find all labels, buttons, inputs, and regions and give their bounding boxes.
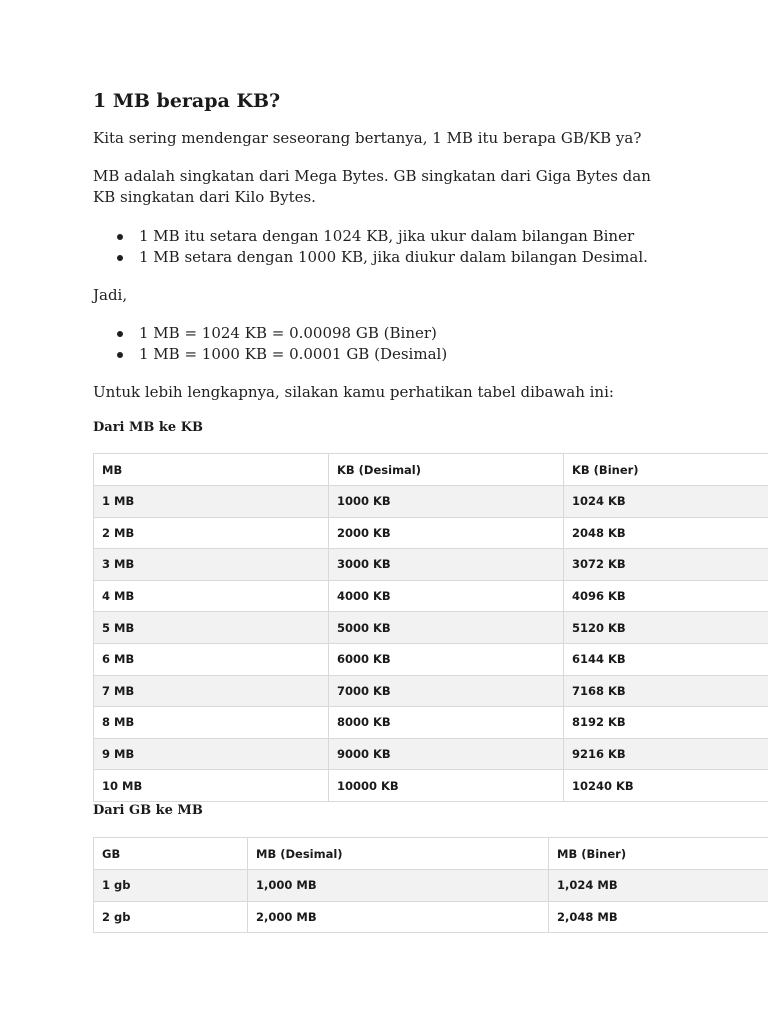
bullet-icon	[117, 331, 123, 337]
table-cell: 3 MB	[94, 549, 329, 581]
bullet-icon	[117, 234, 123, 240]
table-cell: 2048 KB	[564, 517, 768, 549]
table-cell: 8192 KB	[564, 707, 768, 739]
list-item-text: 1 MB = 1024 KB = 0.00098 GB (Biner)	[139, 324, 437, 342]
list-item	[93, 226, 648, 247]
table-cell: 4 MB	[94, 580, 329, 612]
column-header: MB (Desimal)	[248, 838, 549, 870]
table-row	[94, 901, 768, 933]
table-cell: 2,000 MB	[248, 901, 549, 933]
table-row	[94, 549, 768, 581]
column-header: GB	[94, 838, 248, 870]
table-row	[94, 643, 768, 675]
table-cell: 7168 KB	[564, 675, 768, 707]
table-cell: 1 MB	[94, 486, 329, 518]
definition-paragraph: MB adalah singkatan dari Mega Bytes. GB singkatan dari Giga Bytes dan KB singkatan dari Kilo Bytes.	[93, 167, 651, 206]
list-item-text: 1 MB itu setara dengan 1024 KB, jika ukur dalam bilangan Biner	[139, 227, 635, 245]
table2-caption: Dari GB ke MB	[93, 803, 203, 818]
list-item	[93, 247, 648, 268]
table-cell: 9000 KB	[329, 738, 564, 770]
table-header-row	[94, 838, 768, 870]
table-cell: 9216 KB	[564, 738, 768, 770]
table-row	[94, 612, 768, 644]
table-cell: 2000 KB	[329, 517, 564, 549]
table-cell: 5000 KB	[329, 612, 564, 644]
table-cell: 6144 KB	[564, 643, 768, 675]
table-cell: 3072 KB	[564, 549, 768, 581]
table-header-row	[94, 454, 768, 486]
table-row	[94, 707, 768, 739]
column-header: KB (Biner)	[564, 454, 768, 486]
table-cell: 8 MB	[94, 707, 329, 739]
table-cell: 10000 KB	[329, 770, 564, 802]
table-intro-paragraph: Untuk lebih lengkapnya, silakan kamu perhatikan tabel dibawah ini:	[93, 383, 614, 401]
table-cell: 2 MB	[94, 517, 329, 549]
table-cell: 4000 KB	[329, 580, 564, 612]
table-cell: 10 MB	[94, 770, 329, 802]
table-cell: 6000 KB	[329, 643, 564, 675]
gb-to-mb-table	[93, 837, 768, 933]
conversion-notes-list	[93, 226, 648, 268]
list-item-text: 1 MB = 1000 KB = 0.0001 GB (Desimal)	[139, 345, 448, 363]
table-cell: 8000 KB	[329, 707, 564, 739]
list-item	[93, 344, 447, 365]
bullet-icon	[117, 255, 123, 261]
table-cell: 7 MB	[94, 675, 329, 707]
list-item	[93, 323, 447, 344]
table-row	[94, 770, 768, 802]
table1-caption: Dari MB ke KB	[93, 420, 204, 435]
table-cell: 5 MB	[94, 612, 329, 644]
table-cell: 1000 KB	[329, 486, 564, 518]
table-cell: 4096 KB	[564, 580, 768, 612]
table-cell: 7000 KB	[329, 675, 564, 707]
table-row	[94, 517, 768, 549]
summary-list	[93, 323, 447, 365]
list-item-text: 1 MB setara dengan 1000 KB, jika diukur dalam bilangan Desimal.	[139, 248, 648, 266]
table-row	[94, 580, 768, 612]
jadi-paragraph: Jadi,	[93, 286, 128, 304]
table-cell: 1,000 MB	[248, 870, 549, 902]
intro-paragraph: Kita sering mendengar seseorang bertanya, 1 MB itu berapa GB/KB ya?	[93, 129, 642, 147]
table-cell: 1,024 MB	[549, 870, 768, 902]
table-cell: 2,048 MB	[549, 901, 768, 933]
table-row	[94, 738, 768, 770]
table-cell: 5120 KB	[564, 612, 768, 644]
table-row	[94, 870, 768, 902]
column-header: KB (Desimal)	[329, 454, 564, 486]
table-cell: 2 gb	[94, 901, 248, 933]
bullet-icon	[117, 352, 123, 358]
table-cell: 9 MB	[94, 738, 329, 770]
table-cell: 10240 KB	[564, 770, 768, 802]
table-cell: 1024 KB	[564, 486, 768, 518]
table-row	[94, 486, 768, 518]
page-title: 1 MB berapa KB?	[93, 90, 281, 112]
table-cell: 6 MB	[94, 643, 329, 675]
column-header: MB (Biner)	[549, 838, 768, 870]
column-header: MB	[94, 454, 329, 486]
table-cell: 1 gb	[94, 870, 248, 902]
table-cell: 3000 KB	[329, 549, 564, 581]
mb-to-kb-table	[93, 453, 768, 802]
table-row	[94, 675, 768, 707]
